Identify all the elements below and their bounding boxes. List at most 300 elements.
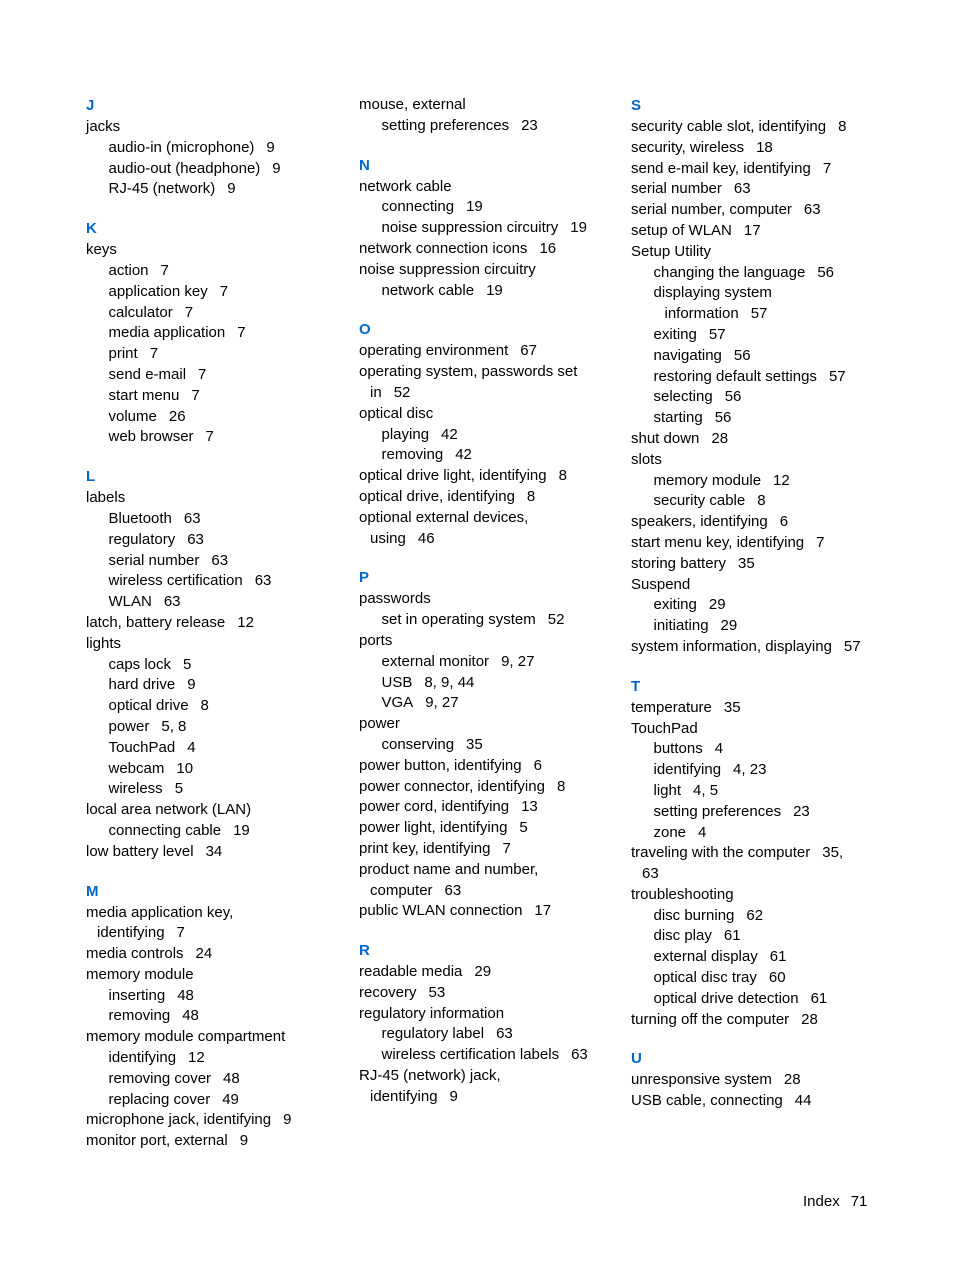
- entry-page-ref: 7: [198, 365, 207, 383]
- entry-page-ref: 19: [466, 198, 483, 216]
- entry-page-ref: 63: [571, 1046, 588, 1064]
- entry-term: regulatory label: [381, 1025, 485, 1043]
- index-entry: [631, 367, 881, 388]
- entry-term: traveling with the computer: [631, 844, 811, 862]
- entry-term: lights: [86, 634, 122, 652]
- entry-term: media application key,: [86, 903, 234, 921]
- entry-term: labels: [86, 489, 126, 507]
- entry-page-ref: 18: [756, 138, 773, 156]
- index-column-1: [86, 95, 351, 1170]
- index-entry: [631, 1010, 881, 1031]
- index-section: [359, 95, 624, 137]
- index-entry: [631, 283, 881, 304]
- entry-term: set in operating system: [381, 611, 536, 629]
- entry-term: caps lock: [108, 655, 172, 673]
- entry-term: optical drive detection: [653, 989, 799, 1007]
- entry-term: identifying: [653, 761, 722, 779]
- entry-term: serial number: [108, 551, 200, 569]
- index-entry: [631, 325, 881, 346]
- index-entry: [631, 906, 881, 927]
- entry-term: hard drive: [108, 676, 176, 694]
- index-entry: [86, 138, 351, 159]
- entry-page-ref: 5: [183, 655, 192, 673]
- entry-term: security, wireless: [631, 138, 745, 156]
- index-entry: [86, 923, 351, 944]
- entry-term: replacing cover: [108, 1090, 211, 1108]
- index-entry: [631, 512, 881, 533]
- entry-term: network connection icons: [359, 239, 528, 257]
- entry-page-ref: 7: [237, 324, 246, 342]
- entry-term: identifying: [370, 1087, 438, 1105]
- entry-term: zone: [653, 823, 687, 841]
- entry-term: exiting: [653, 596, 697, 614]
- index-entry: [86, 159, 351, 180]
- entry-term: latch, battery release: [86, 613, 226, 631]
- entry-page-ref: 28: [783, 1071, 801, 1089]
- entry-page-ref: 29: [474, 963, 492, 981]
- entry-term: action: [108, 261, 149, 279]
- entry-term: initiating: [653, 617, 709, 635]
- entry-page-ref: 5, 8: [161, 717, 187, 735]
- entry-page-ref: 62: [746, 906, 764, 924]
- entry-page-ref: 63: [211, 551, 229, 569]
- index-entry: [359, 116, 624, 137]
- index-entry: [86, 903, 351, 924]
- index-entry: [86, 842, 351, 863]
- index-section: [86, 881, 351, 1153]
- entry-page-ref: 29: [708, 596, 726, 614]
- index-entry: [631, 926, 881, 947]
- entry-term: optical drive, identifying: [359, 487, 515, 505]
- entry-page-ref: 63: [733, 180, 751, 198]
- entry-term: keys: [86, 241, 117, 259]
- index-entry: [86, 551, 351, 572]
- index-entry: [359, 383, 624, 404]
- entry-term: operating environment: [359, 342, 509, 360]
- entry-page-ref: 63: [803, 201, 821, 219]
- index-entry: [631, 843, 881, 864]
- entry-page-ref: 7: [176, 924, 185, 942]
- index-entry: [86, 1006, 351, 1027]
- entry-page-ref: 23: [521, 116, 538, 134]
- entry-term: memory module: [653, 471, 762, 489]
- entry-term: WLAN: [108, 593, 152, 611]
- entry-term: volume: [108, 407, 157, 425]
- entry-term: start menu: [108, 386, 180, 404]
- entry-term: removing cover: [108, 1069, 212, 1087]
- entry-page-ref: 26: [168, 407, 186, 425]
- entry-term: audio-in (microphone): [108, 138, 255, 156]
- entry-page-ref: 24: [195, 945, 213, 963]
- entry-term: power button, identifying: [359, 756, 522, 774]
- entry-page-ref: 7: [816, 533, 825, 551]
- index-entry: [359, 673, 624, 694]
- index-entry: [86, 592, 351, 613]
- index-entry: [631, 159, 881, 180]
- entry-term: temperature: [631, 698, 712, 716]
- entry-page-ref: 8: [200, 697, 209, 715]
- entry-term: application key: [108, 282, 208, 300]
- entry-page-ref: 5: [519, 819, 528, 837]
- index-entry: [86, 427, 351, 448]
- entry-page-ref: 52: [393, 383, 411, 401]
- index-entry: [631, 989, 881, 1010]
- entry-page-ref: 5: [174, 780, 184, 798]
- index-entry: [86, 717, 351, 738]
- index-entry: [631, 595, 881, 616]
- entry-term: setting preferences: [381, 116, 510, 134]
- entry-term: power: [108, 717, 150, 735]
- entry-page-ref: 6: [779, 513, 789, 531]
- entry-term: external monitor: [381, 652, 490, 670]
- entry-term: passwords: [359, 590, 431, 608]
- entry-term: low battery level: [86, 842, 194, 860]
- entry-term: connecting cable: [108, 821, 222, 839]
- entry-page-ref: 63: [163, 593, 181, 611]
- entry-term: web browser: [108, 428, 194, 446]
- index-entry: [359, 508, 624, 529]
- entry-page-ref: 42: [441, 425, 458, 443]
- entry-page-ref: 34: [205, 842, 223, 860]
- entry-page-ref: 53: [428, 983, 446, 1001]
- index-entry: [631, 471, 881, 492]
- index-entry: [359, 1024, 624, 1045]
- index-entry: [359, 1045, 624, 1066]
- entry-page-ref: 9: [239, 1132, 249, 1150]
- entry-term: wireless certification: [108, 572, 243, 590]
- entry-page-ref: 52: [547, 611, 565, 629]
- entry-term: serial number, computer: [631, 201, 792, 219]
- entry-term: selecting: [653, 388, 713, 406]
- index-entry: [86, 800, 351, 821]
- index-entry: [86, 117, 351, 138]
- entry-term: setup of WLAN: [631, 221, 732, 239]
- entry-term: readable media: [359, 963, 463, 981]
- index-entry: [86, 530, 351, 551]
- entry-page-ref: 4, 23: [733, 761, 767, 779]
- index-entry: [359, 404, 624, 425]
- entry-term: inserting: [108, 986, 166, 1004]
- index-entry: [359, 341, 624, 362]
- index-entry: [359, 239, 624, 260]
- index-entry: [86, 779, 351, 800]
- entry-page-ref: 6: [533, 756, 542, 774]
- index-entry: [631, 802, 881, 823]
- index-entry: [86, 1048, 351, 1069]
- entry-page-ref: 7: [205, 428, 214, 446]
- index-entry: [631, 616, 881, 637]
- entry-term: monitor port, external: [86, 1132, 228, 1150]
- index-entry: [359, 425, 624, 446]
- entry-term: system information, displaying: [631, 637, 832, 655]
- index-entry: [359, 714, 624, 735]
- entry-term: Suspend: [631, 575, 691, 593]
- index-entry: [86, 282, 351, 303]
- entry-term: RJ-45 (network) jack,: [359, 1067, 501, 1085]
- index-entry: [631, 739, 881, 760]
- entry-page-ref: 35: [723, 698, 741, 716]
- footer-label: Index: [803, 1193, 840, 1210]
- entry-page-ref: 57: [828, 367, 846, 385]
- entry-page-ref: 8: [556, 777, 566, 795]
- entry-page-ref: 56: [817, 263, 834, 281]
- index-section: [631, 676, 881, 1031]
- entry-page-ref: 19: [233, 821, 250, 839]
- entry-term: restoring default settings: [653, 367, 817, 385]
- entry-term: external display: [653, 948, 758, 966]
- index-section: [359, 567, 624, 922]
- index-entry: [631, 781, 881, 802]
- index-entry: [631, 823, 881, 844]
- entry-page-ref: 4: [187, 738, 196, 756]
- entry-page-ref: 12: [188, 1049, 205, 1067]
- index-entry: [359, 631, 624, 652]
- index-entry: [631, 304, 881, 325]
- entry-page-ref: 35: [738, 554, 755, 572]
- entry-term: operating system, passwords set: [359, 363, 578, 381]
- entry-term: memory module: [86, 965, 194, 983]
- entry-page-ref: 61: [723, 927, 741, 945]
- index-section: [359, 940, 624, 1108]
- entry-term: RJ-45 (network): [108, 180, 216, 198]
- index-entry: [359, 818, 624, 839]
- entry-term: disc play: [653, 927, 712, 945]
- entry-term: media application: [108, 324, 226, 342]
- entry-term: slots: [631, 450, 662, 468]
- entry-page-ref: 4, 5: [693, 781, 719, 799]
- index-entry: [86, 261, 351, 282]
- index-section: [631, 1048, 881, 1112]
- entry-term: network cable: [381, 281, 475, 299]
- entry-page-ref: 4: [714, 740, 724, 758]
- entry-page-ref: 7: [184, 303, 194, 321]
- index-entry: [631, 533, 881, 554]
- entry-page-ref: 7: [160, 261, 169, 279]
- index-entry: [86, 407, 351, 428]
- entry-term: ports: [359, 631, 393, 649]
- index-entry: [359, 777, 624, 798]
- entry-term: print: [108, 345, 138, 363]
- entry-page-ref: 63: [642, 865, 659, 883]
- index-entry: [359, 610, 624, 631]
- index-entry: [86, 696, 351, 717]
- entry-page-ref: 56: [714, 409, 732, 427]
- entry-page-ref: 60: [768, 969, 786, 987]
- index-entry: [631, 450, 881, 471]
- index-entry: [631, 554, 881, 575]
- entry-term: identifying: [108, 1049, 177, 1067]
- entry-page-ref: 9, 27: [425, 694, 459, 712]
- index-entry: [86, 1110, 351, 1131]
- index-section: [359, 319, 624, 549]
- entry-term: removing: [381, 446, 444, 464]
- index-entry: [86, 613, 351, 634]
- entry-term: start menu key, identifying: [631, 533, 805, 551]
- entry-term: jacks: [86, 118, 121, 135]
- index-entry: [86, 488, 351, 509]
- index-entry: [86, 1069, 351, 1090]
- index-entry: [631, 117, 881, 138]
- entry-term: optical disc: [359, 404, 434, 422]
- entry-term: public WLAN connection: [359, 902, 523, 920]
- entry-page-ref: 63: [496, 1025, 513, 1043]
- entry-page-ref: 17: [743, 221, 761, 239]
- entry-term: using: [370, 529, 406, 547]
- index-entry: [359, 177, 624, 198]
- entry-term: mouse, external: [359, 96, 466, 113]
- index-entry: [359, 1066, 624, 1087]
- section-letter: J: [86, 97, 95, 114]
- index-entry: [86, 1131, 351, 1152]
- entry-term: displaying system: [653, 284, 772, 302]
- entry-term: setting preferences: [653, 802, 782, 820]
- entry-term: VGA: [381, 694, 414, 712]
- entry-page-ref: 7: [149, 345, 159, 363]
- section-letter: K: [86, 220, 97, 238]
- entry-term: regulatory information: [359, 1004, 505, 1022]
- entry-page-ref: 63: [183, 509, 201, 527]
- entry-page-ref: 63: [444, 881, 462, 899]
- entry-page-ref: 63: [187, 530, 204, 548]
- entry-term: optical disc tray: [653, 969, 757, 987]
- index-entry: [359, 589, 624, 610]
- index-entry: [631, 263, 881, 284]
- entry-term: media controls: [86, 945, 184, 963]
- index-entry: [86, 344, 351, 365]
- entry-page-ref: 7: [219, 282, 229, 300]
- index-entry: [359, 95, 624, 116]
- index-entry: [359, 901, 624, 922]
- index-entry: [359, 839, 624, 860]
- entry-term: calculator: [108, 303, 173, 321]
- entry-page-ref: 13: [521, 798, 538, 816]
- entry-page-ref: 57: [750, 305, 768, 323]
- entry-page-ref: 49: [222, 1090, 239, 1108]
- index-entry: [631, 698, 881, 719]
- index-entry: [631, 1091, 881, 1112]
- index-entry: [86, 303, 351, 324]
- index-entry: [631, 491, 881, 512]
- entry-term: TouchPad: [631, 719, 698, 737]
- entry-term: wireless: [108, 780, 163, 798]
- entry-term: storing battery: [631, 554, 727, 572]
- index-entry: [86, 944, 351, 965]
- index-entry: [631, 138, 881, 159]
- entry-term: disc burning: [653, 906, 735, 924]
- entry-term: identifying: [97, 924, 165, 942]
- entry-page-ref: 8: [558, 467, 567, 485]
- entry-term: local area network (LAN): [86, 801, 252, 819]
- entry-term: regulatory: [108, 530, 176, 548]
- index-entry: [86, 634, 351, 655]
- index-entry: [359, 860, 624, 881]
- entry-term: security cable slot, identifying: [631, 118, 827, 135]
- index-section: [86, 466, 351, 862]
- entry-page-ref: 9: [187, 676, 196, 694]
- entry-page-ref: 61: [810, 989, 828, 1007]
- index-entry: [631, 242, 881, 263]
- entry-term: starting: [653, 409, 703, 427]
- index-entry: [86, 1027, 351, 1048]
- index-column-3: [631, 95, 881, 1130]
- entry-term: information: [664, 305, 739, 323]
- entry-term: buttons: [653, 740, 703, 758]
- entry-page-ref: 8: [526, 487, 536, 505]
- index-entry: [86, 323, 351, 344]
- entry-page-ref: 9, 27: [501, 652, 535, 670]
- index-entry: [359, 260, 624, 281]
- index-entry: [359, 1087, 624, 1108]
- entry-term: TouchPad: [108, 738, 176, 756]
- entry-term: audio-out (headphone): [108, 159, 261, 177]
- entry-page-ref: 8, 9, 44: [424, 673, 475, 691]
- index-entry: [86, 675, 351, 696]
- entry-page-ref: 23: [793, 802, 810, 820]
- section-letter: N: [359, 156, 370, 174]
- section-letter: M: [86, 882, 99, 900]
- entry-page-ref: 9: [449, 1087, 458, 1105]
- index-entry: [86, 738, 351, 759]
- index-entry: [631, 885, 881, 906]
- index-entry: [631, 575, 881, 596]
- entry-page-ref: 9: [227, 180, 236, 198]
- entry-term: recovery: [359, 983, 417, 1001]
- entry-page-ref: 48: [223, 1069, 240, 1087]
- index-section: [631, 95, 881, 658]
- footer-page-number: 71: [850, 1193, 868, 1210]
- entry-page-ref: 48: [177, 986, 194, 1004]
- entry-term: power connector, identifying: [359, 777, 545, 795]
- entry-term: microphone jack, identifying: [86, 1111, 272, 1129]
- index-entry: [359, 693, 624, 714]
- entry-term: connecting: [381, 198, 455, 216]
- entry-page-ref: 67: [520, 342, 537, 360]
- index-entry: [631, 1070, 881, 1091]
- entry-term: changing the language: [653, 263, 806, 281]
- entry-page-ref: 19: [570, 219, 587, 237]
- index-entry: [631, 429, 881, 450]
- index-entry: [86, 821, 351, 842]
- index-entry: [631, 408, 881, 429]
- entry-term: Setup Utility: [631, 242, 712, 260]
- entry-term: optical drive light, identifying: [359, 467, 547, 485]
- index-entry: [631, 200, 881, 221]
- entry-term: light: [653, 781, 682, 799]
- index-entry: [359, 797, 624, 818]
- index-entry: [359, 652, 624, 673]
- index-entry: [359, 983, 624, 1004]
- entry-page-ref: 4: [698, 823, 707, 841]
- entry-term: wireless certification labels: [381, 1046, 560, 1064]
- entry-page-ref: 10: [176, 759, 194, 777]
- index-entry: [631, 387, 881, 408]
- index-entry: [631, 346, 881, 367]
- entry-term: serial number: [631, 180, 722, 198]
- index-entry: [631, 719, 881, 740]
- entry-term: webcam: [108, 759, 165, 777]
- entry-page-ref: 8: [838, 118, 847, 135]
- entry-term: removing: [108, 1007, 171, 1025]
- index-entry: [631, 947, 881, 968]
- entry-term: speakers, identifying: [631, 513, 768, 531]
- entry-term: power cord, identifying: [359, 798, 510, 816]
- index-entry: [86, 986, 351, 1007]
- entry-term: product name and number,: [359, 860, 539, 878]
- entry-term: power: [359, 715, 400, 733]
- index-entry: [631, 637, 881, 658]
- index-entry: [359, 756, 624, 777]
- index-entry: [359, 735, 624, 756]
